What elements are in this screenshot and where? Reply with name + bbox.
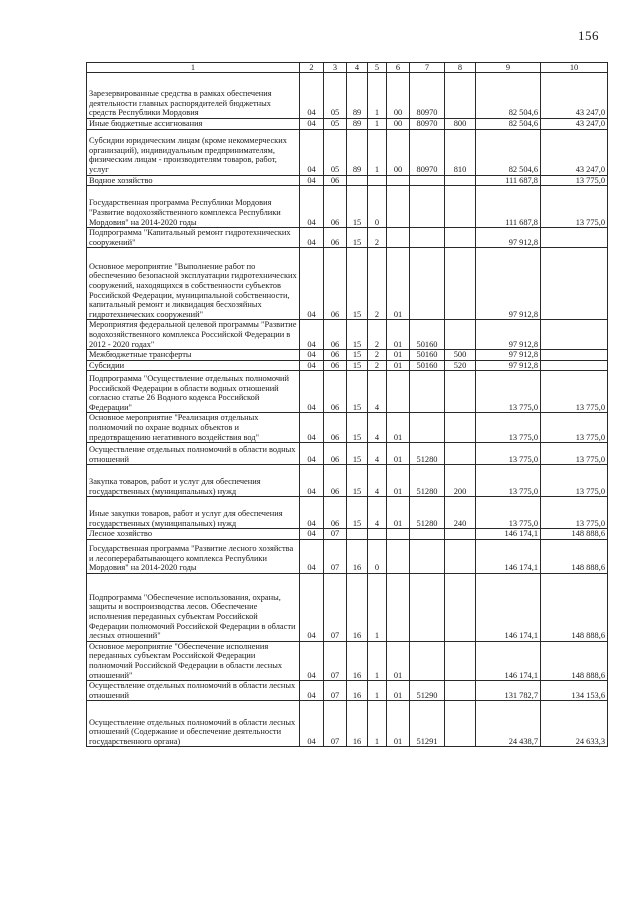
expense-type-cell bbox=[445, 641, 476, 680]
amount-2020-cell: 13 775,0 bbox=[541, 443, 608, 465]
amount-2019-cell: 82 504,6 bbox=[476, 73, 541, 119]
amount-2019-cell: 97 912,8 bbox=[476, 360, 541, 371]
code-cell: 89 bbox=[347, 129, 368, 175]
budget-table bbox=[86, 62, 608, 747]
code-cell: 04 bbox=[300, 529, 324, 540]
amount-2020-cell: 43 247,0 bbox=[541, 73, 608, 119]
amount-2020-cell bbox=[541, 350, 608, 361]
expense-type-cell bbox=[445, 186, 476, 228]
target-article-cell: 80970 bbox=[410, 73, 445, 119]
code-cell: 1 bbox=[368, 73, 387, 119]
code-cell: 07 bbox=[324, 701, 347, 747]
code-cell: 04 bbox=[300, 360, 324, 371]
code-cell: 2 bbox=[368, 228, 387, 248]
code-cell: 07 bbox=[324, 529, 347, 540]
code-cell: 16 bbox=[347, 641, 368, 680]
amount-2020-cell: 13 775,0 bbox=[541, 186, 608, 228]
code-cell: 01 bbox=[387, 701, 410, 747]
code-cell: 06 bbox=[324, 371, 347, 413]
table-row bbox=[87, 320, 608, 350]
code-cell: 4 bbox=[368, 371, 387, 413]
code-cell: 01 bbox=[387, 443, 410, 465]
amount-2019-cell: 131 782,7 bbox=[476, 681, 541, 701]
code-cell: 04 bbox=[300, 186, 324, 228]
amount-2019-cell: 82 504,6 bbox=[476, 119, 541, 130]
code-cell: 04 bbox=[300, 228, 324, 248]
row-name-cell: Субсидии bbox=[87, 360, 300, 371]
amount-2019-cell: 13 775,0 bbox=[476, 465, 541, 497]
code-cell: 2 bbox=[368, 350, 387, 361]
amount-2020-cell: 43 247,0 bbox=[541, 129, 608, 175]
amount-2019-cell: 13 775,0 bbox=[476, 443, 541, 465]
amount-2020-cell: 13 775,0 bbox=[541, 371, 608, 413]
table-header bbox=[87, 63, 608, 73]
amount-2020-cell: 13 775,0 bbox=[541, 465, 608, 497]
expense-type-cell bbox=[445, 228, 476, 248]
amount-2020-cell: 13 775,0 bbox=[541, 413, 608, 443]
row-name-cell: Мероприятия федеральной целевой программы "Развитие водохозяйственного комплекса Российской Федерации в 2012 - 2020 годах" bbox=[87, 320, 300, 350]
code-cell: 4 bbox=[368, 413, 387, 443]
code-cell: 04 bbox=[300, 413, 324, 443]
code-cell: 2 bbox=[368, 360, 387, 371]
code-cell: 1 bbox=[368, 681, 387, 701]
target-article-cell: 50160 bbox=[410, 350, 445, 361]
expense-type-cell bbox=[445, 248, 476, 320]
target-article-cell bbox=[410, 573, 445, 641]
code-cell: 15 bbox=[347, 186, 368, 228]
target-article-cell bbox=[410, 539, 445, 573]
code-cell: 04 bbox=[300, 73, 324, 119]
target-article-cell bbox=[410, 371, 445, 413]
amount-2020-cell: 43 247,0 bbox=[541, 119, 608, 130]
target-article-cell: 80970 bbox=[410, 129, 445, 175]
row-name-cell: Зарезервированные средства в рамках обеспечения деятельности главных распорядителей бюджетных средств Республики Мордовия bbox=[87, 73, 300, 119]
column-header: 3 bbox=[324, 63, 347, 73]
column-header: 10 bbox=[541, 63, 608, 73]
code-cell: 04 bbox=[300, 681, 324, 701]
target-article-cell bbox=[410, 228, 445, 248]
code-cell: 01 bbox=[387, 350, 410, 361]
expense-type-cell bbox=[445, 573, 476, 641]
amount-2020-cell: 148 888,6 bbox=[541, 573, 608, 641]
amount-2019-cell: 146 174,1 bbox=[476, 641, 541, 680]
code-cell bbox=[387, 175, 410, 186]
code-cell bbox=[387, 228, 410, 248]
table-row bbox=[87, 413, 608, 443]
target-article-cell bbox=[410, 641, 445, 680]
table-row bbox=[87, 641, 608, 680]
code-cell: 15 bbox=[347, 350, 368, 361]
expense-type-cell bbox=[445, 371, 476, 413]
table-row bbox=[87, 129, 608, 175]
column-header: 9 bbox=[476, 63, 541, 73]
table-row bbox=[87, 186, 608, 228]
row-name-cell: Основное мероприятие "Выполнение работ по обеспечению безопасной эксплуатации гидротехнических сооружений, находящихся в собственности субъектов Российской Федерации, муниципальной собственности, капитальный ремонт и ликвидация бесхозяйных гидротехнических сооружений" bbox=[87, 248, 300, 320]
code-cell: 15 bbox=[347, 360, 368, 371]
table-row bbox=[87, 228, 608, 248]
target-article-cell: 80970 bbox=[410, 119, 445, 130]
target-article-cell bbox=[410, 175, 445, 186]
code-cell: 16 bbox=[347, 539, 368, 573]
amount-2019-cell: 111 687,8 bbox=[476, 186, 541, 228]
expense-type-cell: 200 bbox=[445, 465, 476, 497]
code-cell: 04 bbox=[300, 371, 324, 413]
amount-2020-cell: 13 775,0 bbox=[541, 497, 608, 529]
expense-type-cell: 500 bbox=[445, 350, 476, 361]
table-row bbox=[87, 539, 608, 573]
code-cell: 89 bbox=[347, 119, 368, 130]
row-name-cell: Водное хозяйство bbox=[87, 175, 300, 186]
code-cell: 89 bbox=[347, 73, 368, 119]
expense-type-cell bbox=[445, 701, 476, 747]
column-header: 2 bbox=[300, 63, 324, 73]
amount-2019-cell: 146 174,1 bbox=[476, 539, 541, 573]
code-cell: 0 bbox=[368, 186, 387, 228]
target-article-cell: 51291 bbox=[410, 701, 445, 747]
code-cell: 16 bbox=[347, 701, 368, 747]
row-name-cell: Лесное хозяйство bbox=[87, 529, 300, 540]
code-cell: 01 bbox=[387, 320, 410, 350]
code-cell: 04 bbox=[300, 320, 324, 350]
code-cell: 1 bbox=[368, 701, 387, 747]
amount-2019-cell: 111 687,8 bbox=[476, 175, 541, 186]
table-row bbox=[87, 119, 608, 130]
row-name-cell: Подпрограмма "Капитальный ремонт гидротехнических сооружений" bbox=[87, 228, 300, 248]
code-cell: 01 bbox=[387, 360, 410, 371]
code-cell: 04 bbox=[300, 129, 324, 175]
code-cell: 01 bbox=[387, 497, 410, 529]
code-cell: 04 bbox=[300, 443, 324, 465]
target-article-cell bbox=[410, 413, 445, 443]
amount-2019-cell: 24 438,7 bbox=[476, 701, 541, 747]
amount-2020-cell: 148 888,6 bbox=[541, 641, 608, 680]
target-article-cell bbox=[410, 186, 445, 228]
code-cell: 4 bbox=[368, 497, 387, 529]
amount-2020-cell: 13 775,0 bbox=[541, 175, 608, 186]
code-cell: 06 bbox=[324, 443, 347, 465]
code-cell: 06 bbox=[324, 350, 347, 361]
code-cell: 04 bbox=[300, 641, 324, 680]
expense-type-cell bbox=[445, 681, 476, 701]
code-cell: 4 bbox=[368, 465, 387, 497]
expense-type-cell bbox=[445, 320, 476, 350]
row-name-cell: Осуществление отдельных полномочий в области лесных отношений bbox=[87, 681, 300, 701]
code-cell: 04 bbox=[300, 573, 324, 641]
code-cell: 15 bbox=[347, 465, 368, 497]
code-cell: 00 bbox=[387, 119, 410, 130]
column-header: 6 bbox=[387, 63, 410, 73]
amount-2020-cell bbox=[541, 228, 608, 248]
code-cell: 2 bbox=[368, 248, 387, 320]
table-row bbox=[87, 371, 608, 413]
code-cell: 04 bbox=[300, 248, 324, 320]
expense-type-cell bbox=[445, 413, 476, 443]
column-header: 1 bbox=[87, 63, 300, 73]
expense-type-cell bbox=[445, 175, 476, 186]
amount-2020-cell bbox=[541, 320, 608, 350]
code-cell: 04 bbox=[300, 119, 324, 130]
amount-2019-cell: 97 912,8 bbox=[476, 350, 541, 361]
row-name-cell: Государственная программа "Развитие лесного хозяйства и лесоперерабатывающего комплекса Республики Мордовия" на 2014-2020 годы bbox=[87, 539, 300, 573]
column-header: 8 bbox=[445, 63, 476, 73]
code-cell: 04 bbox=[300, 539, 324, 573]
code-cell: 1 bbox=[368, 119, 387, 130]
expense-type-cell bbox=[445, 443, 476, 465]
code-cell: 07 bbox=[324, 539, 347, 573]
table-row bbox=[87, 497, 608, 529]
target-article-cell: 51280 bbox=[410, 497, 445, 529]
code-cell: 07 bbox=[324, 573, 347, 641]
row-name-cell: Осуществление отдельных полномочий в области водных отношений bbox=[87, 443, 300, 465]
table-row bbox=[87, 681, 608, 701]
code-cell: 06 bbox=[324, 248, 347, 320]
code-cell: 4 bbox=[368, 443, 387, 465]
target-article-cell bbox=[410, 248, 445, 320]
code-cell: 16 bbox=[347, 573, 368, 641]
table-row bbox=[87, 529, 608, 540]
code-cell: 04 bbox=[300, 350, 324, 361]
code-cell: 06 bbox=[324, 320, 347, 350]
code-cell: 2 bbox=[368, 320, 387, 350]
code-cell: 1 bbox=[368, 129, 387, 175]
row-name-cell: Государственная программа Республики Мордовия "Развитие водохозяйственного комплекса Республики Мордовия" на 2014-2020 годы bbox=[87, 186, 300, 228]
amount-2020-cell: 148 888,6 bbox=[541, 539, 608, 573]
code-cell: 06 bbox=[324, 360, 347, 371]
amount-2019-cell: 82 504,6 bbox=[476, 129, 541, 175]
code-cell: 15 bbox=[347, 371, 368, 413]
amount-2019-cell: 13 775,0 bbox=[476, 413, 541, 443]
code-cell: 04 bbox=[300, 465, 324, 497]
header-row bbox=[87, 63, 608, 73]
code-cell bbox=[347, 175, 368, 186]
code-cell: 07 bbox=[324, 681, 347, 701]
code-cell: 1 bbox=[368, 641, 387, 680]
code-cell: 05 bbox=[324, 129, 347, 175]
target-article-cell: 50160 bbox=[410, 360, 445, 371]
row-name-cell: Иные закупки товаров, работ и услуг для обеспечения государственных (муниципальных) нужд bbox=[87, 497, 300, 529]
amount-2019-cell: 13 775,0 bbox=[476, 371, 541, 413]
code-cell: 04 bbox=[300, 175, 324, 186]
target-article-cell: 51280 bbox=[410, 443, 445, 465]
table-row bbox=[87, 350, 608, 361]
code-cell bbox=[387, 529, 410, 540]
code-cell: 01 bbox=[387, 681, 410, 701]
code-cell bbox=[387, 573, 410, 641]
amount-2019-cell: 97 912,8 bbox=[476, 248, 541, 320]
code-cell bbox=[387, 371, 410, 413]
amount-2019-cell: 13 775,0 bbox=[476, 497, 541, 529]
column-header: 5 bbox=[368, 63, 387, 73]
column-header: 7 bbox=[410, 63, 445, 73]
row-name-cell: Субсидии юридическим лицам (кроме некоммерческих организаций), индивидуальным предпринимателям, физическим лицам - производителям товаров, работ, услуг bbox=[87, 129, 300, 175]
page-number: 156 bbox=[578, 28, 599, 43]
code-cell: 06 bbox=[324, 186, 347, 228]
expense-type-cell: 800 bbox=[445, 119, 476, 130]
code-cell: 05 bbox=[324, 119, 347, 130]
row-name-cell: Межбюджетные трансферты bbox=[87, 350, 300, 361]
code-cell: 00 bbox=[387, 73, 410, 119]
table-row bbox=[87, 573, 608, 641]
amount-2020-cell bbox=[541, 360, 608, 371]
code-cell: 15 bbox=[347, 320, 368, 350]
code-cell: 06 bbox=[324, 465, 347, 497]
code-cell: 15 bbox=[347, 497, 368, 529]
table-row bbox=[87, 175, 608, 186]
target-article-cell: 51290 bbox=[410, 681, 445, 701]
code-cell bbox=[368, 529, 387, 540]
row-name-cell: Подпрограмма "Обеспечение использования, охраны, защиты и воспроизводства лесов. Обеспечение исполнения переданных субъектам Российской Федерации полномочий Российской Федерации в области лесных отношений" bbox=[87, 573, 300, 641]
code-cell: 06 bbox=[324, 175, 347, 186]
row-name-cell: Подпрограмма "Осуществление отдельных полномочий Российской Федерации в области водных отношений согласно статье 26 Водного кодекса Российской Федерации" bbox=[87, 371, 300, 413]
target-article-cell: 50160 bbox=[410, 320, 445, 350]
table-row bbox=[87, 248, 608, 320]
code-cell: 01 bbox=[387, 465, 410, 497]
amount-2019-cell: 97 912,8 bbox=[476, 320, 541, 350]
code-cell bbox=[387, 539, 410, 573]
target-article-cell bbox=[410, 529, 445, 540]
code-cell: 01 bbox=[387, 641, 410, 680]
expense-type-cell bbox=[445, 73, 476, 119]
row-name-cell: Основное мероприятие "Реализация отдельных полномочий по охране водных объектов и предотвращению негативного воздействия вод" bbox=[87, 413, 300, 443]
amount-2020-cell: 24 633,3 bbox=[541, 701, 608, 747]
code-cell: 04 bbox=[300, 701, 324, 747]
code-cell: 01 bbox=[387, 248, 410, 320]
code-cell: 15 bbox=[347, 443, 368, 465]
row-name-cell: Основное мероприятие "Обеспечение исполнения переданных субъектам Российской Федерации полномочий Российской Федерации в области лесных отношений" bbox=[87, 641, 300, 680]
table-row bbox=[87, 360, 608, 371]
code-cell: 05 bbox=[324, 73, 347, 119]
code-cell: 01 bbox=[387, 413, 410, 443]
row-name-cell: Осуществление отдельных полномочий в области лесных отношений (Содержание и обеспечение деятельности государственного органа) bbox=[87, 701, 300, 747]
expense-type-cell bbox=[445, 539, 476, 573]
code-cell: 15 bbox=[347, 248, 368, 320]
amount-2019-cell: 146 174,1 bbox=[476, 529, 541, 540]
table-body bbox=[87, 73, 608, 747]
code-cell bbox=[387, 186, 410, 228]
amount-2020-cell: 134 153,6 bbox=[541, 681, 608, 701]
code-cell bbox=[368, 175, 387, 186]
code-cell: 00 bbox=[387, 129, 410, 175]
code-cell: 15 bbox=[347, 228, 368, 248]
amount-2019-cell: 97 912,8 bbox=[476, 228, 541, 248]
table-row bbox=[87, 701, 608, 747]
amount-2020-cell bbox=[541, 248, 608, 320]
code-cell: 07 bbox=[324, 641, 347, 680]
expense-type-cell bbox=[445, 529, 476, 540]
code-cell: 16 bbox=[347, 681, 368, 701]
row-name-cell: Закупка товаров, работ и услуг для обеспечения государственных (муниципальных) нужд bbox=[87, 465, 300, 497]
code-cell: 0 bbox=[368, 539, 387, 573]
amount-2019-cell: 146 174,1 bbox=[476, 573, 541, 641]
code-cell: 15 bbox=[347, 413, 368, 443]
expense-type-cell: 520 bbox=[445, 360, 476, 371]
code-cell: 04 bbox=[300, 497, 324, 529]
code-cell: 06 bbox=[324, 497, 347, 529]
table-row bbox=[87, 443, 608, 465]
amount-2020-cell: 148 888,6 bbox=[541, 529, 608, 540]
code-cell: 1 bbox=[368, 573, 387, 641]
code-cell: 06 bbox=[324, 228, 347, 248]
row-name-cell: Иные бюджетные ассигнования bbox=[87, 119, 300, 130]
column-header: 4 bbox=[347, 63, 368, 73]
code-cell bbox=[347, 529, 368, 540]
code-cell: 06 bbox=[324, 413, 347, 443]
table-row bbox=[87, 465, 608, 497]
target-article-cell: 51280 bbox=[410, 465, 445, 497]
table-row bbox=[87, 73, 608, 119]
expense-type-cell: 240 bbox=[445, 497, 476, 529]
expense-type-cell: 810 bbox=[445, 129, 476, 175]
